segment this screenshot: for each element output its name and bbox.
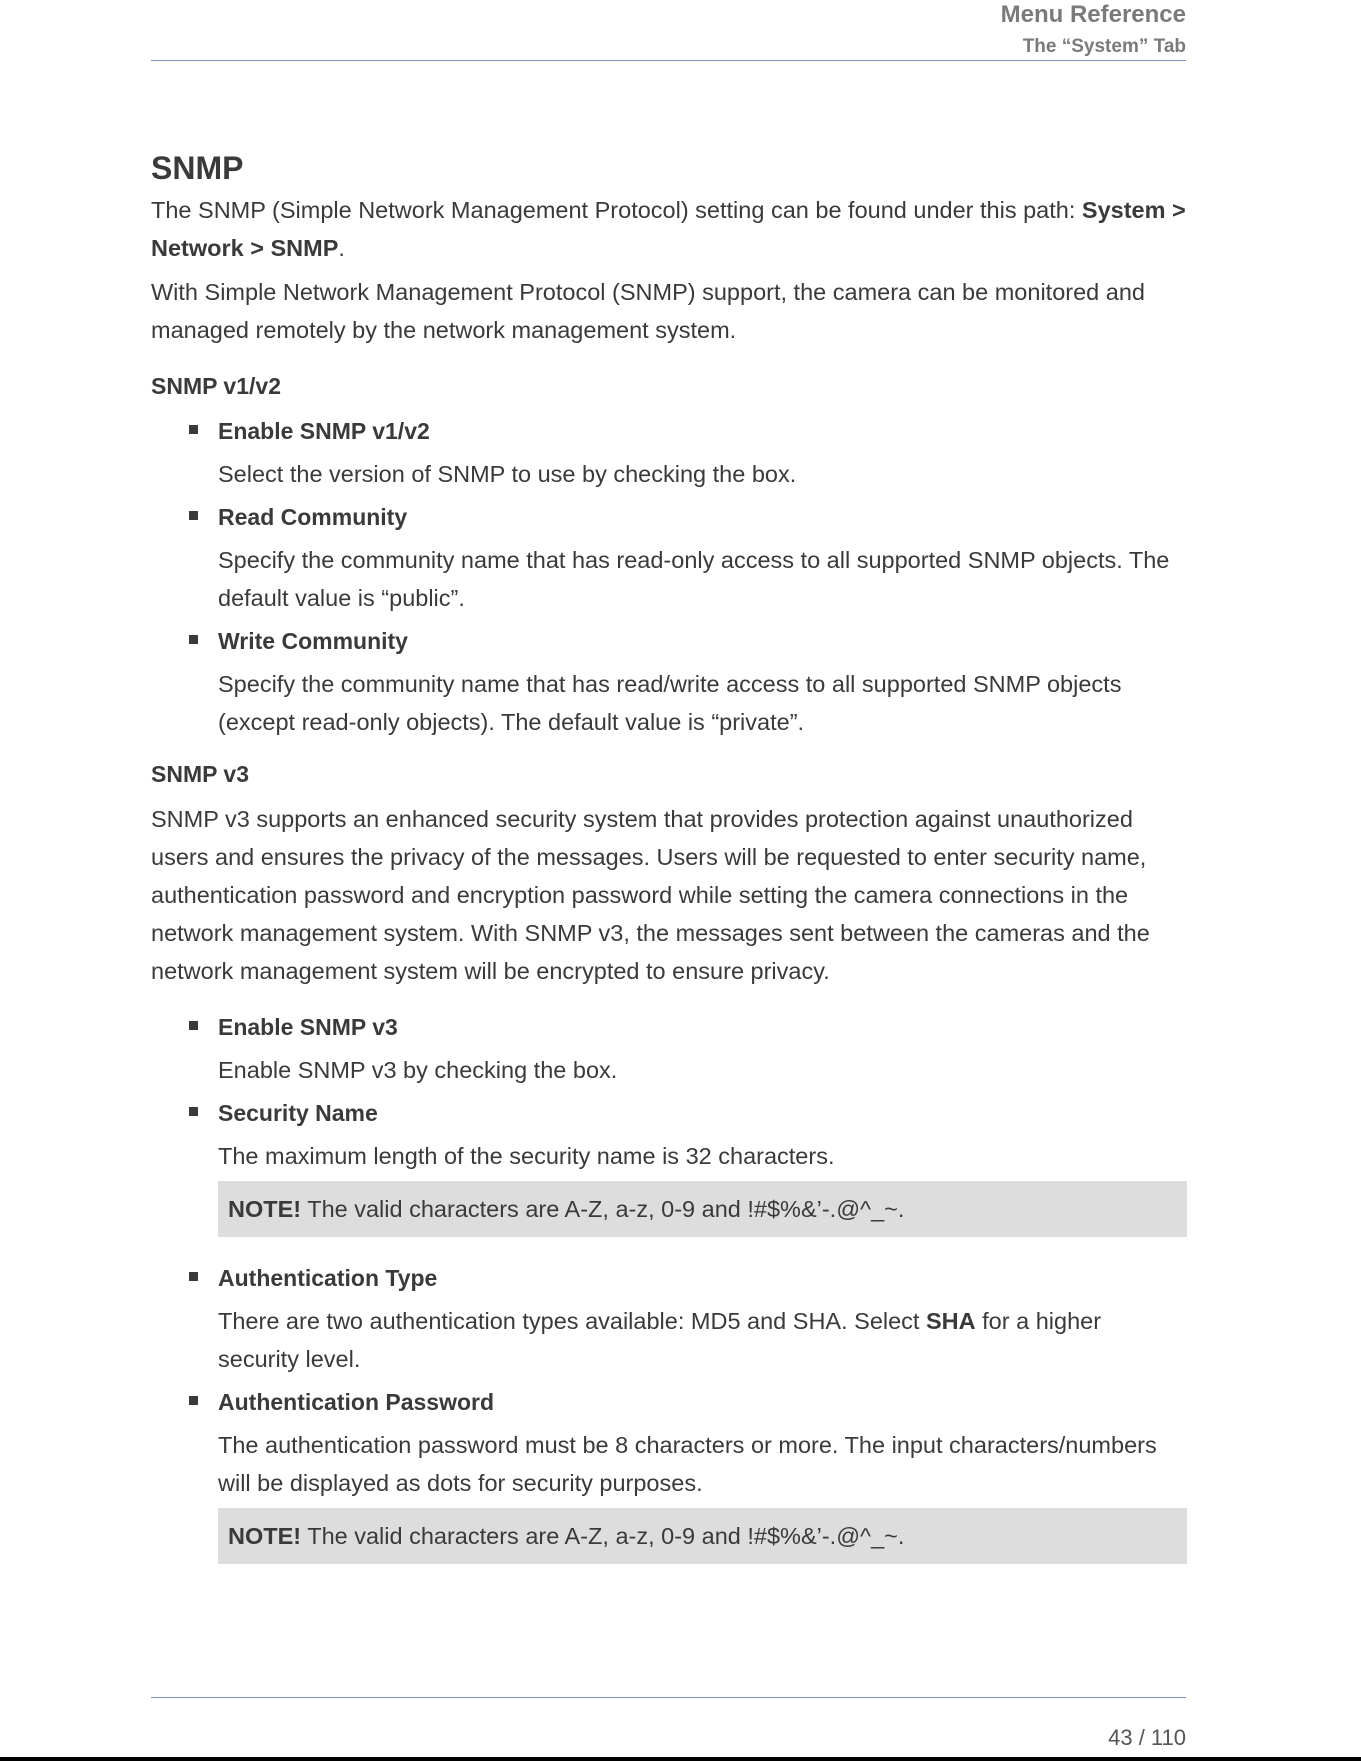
desc-text-end: for a higher security level. [218, 1308, 1102, 1372]
list-item [151, 412, 1187, 493]
bullet-icon [189, 1107, 198, 1116]
menu-path: System > Network > SNMP [151, 197, 1186, 261]
item-description [218, 1302, 1187, 1378]
header-subtitle: The “System” Tab [1022, 36, 1186, 57]
desc-text: There are two authentication types available: MD5 and SHA. Select [218, 1308, 926, 1334]
header-divider [151, 60, 1186, 61]
bullet-icon [189, 635, 198, 644]
section-title: SNMP [151, 150, 244, 186]
item-description: Enable SNMP v3 by checking the box. [218, 1057, 618, 1083]
intro-paragraph [151, 191, 1187, 267]
item-title: Read Community [218, 504, 408, 530]
list-item [151, 1259, 1187, 1378]
item-title: Authentication Type [218, 1265, 438, 1291]
list-item [151, 622, 1187, 741]
list-item [151, 1008, 1187, 1089]
v3-intro-paragraph: SNMP v3 supports an enhanced security system that provides protection against unauthorized users and ensures the privacy of the messages. Users will be requested to enter security name, authentication password and encryption password while setting the camera connections in the network management system. With SNMP v3, the messages sent between the cameras and the network management system will be encrypted to ensure privacy. [151, 806, 1150, 984]
item-description: Specify the community name that has read-only access to all supported SNMP objects. The default value is “public”. [218, 547, 1170, 611]
bullet-icon [189, 1272, 198, 1281]
note-label: NOTE! [228, 1523, 302, 1549]
page-content [151, 150, 1187, 1586]
footer-divider [151, 1697, 1186, 1698]
subsection-heading-v1v2: SNMP v1/v2 [151, 373, 281, 399]
item-description: Select the version of SNMP to use by checking the box. [218, 461, 797, 487]
intro-text: The SNMP (Simple Network Management Protocol) setting can be found under this path: [151, 197, 1082, 223]
item-title: Write Community [218, 628, 408, 654]
item-title: Enable SNMP v1/v2 [218, 418, 430, 444]
item-description: The authentication password must be 8 characters or more. The input characters/numbers will be displayed as dots for security purposes. [218, 1432, 1157, 1496]
page-number: 43 / 110 [1108, 1725, 1186, 1750]
desc-bold: SHA [926, 1308, 976, 1334]
v1v2-list [151, 412, 1187, 741]
list-item [151, 498, 1187, 617]
bottom-border [0, 1757, 1361, 1761]
bullet-icon [189, 1021, 198, 1030]
intro-end: . [338, 235, 345, 261]
list-item [151, 1383, 1187, 1564]
bullet-icon [189, 425, 198, 434]
note-label: NOTE! [228, 1196, 302, 1222]
item-description: Specify the community name that has read/write access to all supported SNMP objects (except read-only objects). The default value is “private”. [218, 671, 1122, 735]
note-text: The valid characters are A-Z, a-z, 0-9 and !#$%&’-.@^_~. [301, 1196, 905, 1222]
bullet-icon [189, 511, 198, 520]
note-box [218, 1508, 1187, 1564]
list-item [151, 1094, 1187, 1237]
header-title: Menu Reference [1000, 1, 1186, 28]
item-title: Enable SNMP v3 [218, 1014, 398, 1040]
note-text: The valid characters are A-Z, a-z, 0-9 and !#$%&’-.@^_~. [301, 1523, 905, 1549]
note-box [218, 1181, 1187, 1237]
item-title: Security Name [218, 1100, 378, 1126]
v3-list [151, 1008, 1187, 1564]
item-description: The maximum length of the security name is 32 characters. [218, 1143, 835, 1169]
bullet-icon [189, 1396, 198, 1405]
intro-paragraph-2: With Simple Network Management Protocol (SNMP) support, the camera can be monitored and managed remotely by the network management system. [151, 279, 1145, 343]
subsection-heading-v3: SNMP v3 [151, 761, 250, 787]
item-title: Authentication Password [218, 1389, 495, 1415]
